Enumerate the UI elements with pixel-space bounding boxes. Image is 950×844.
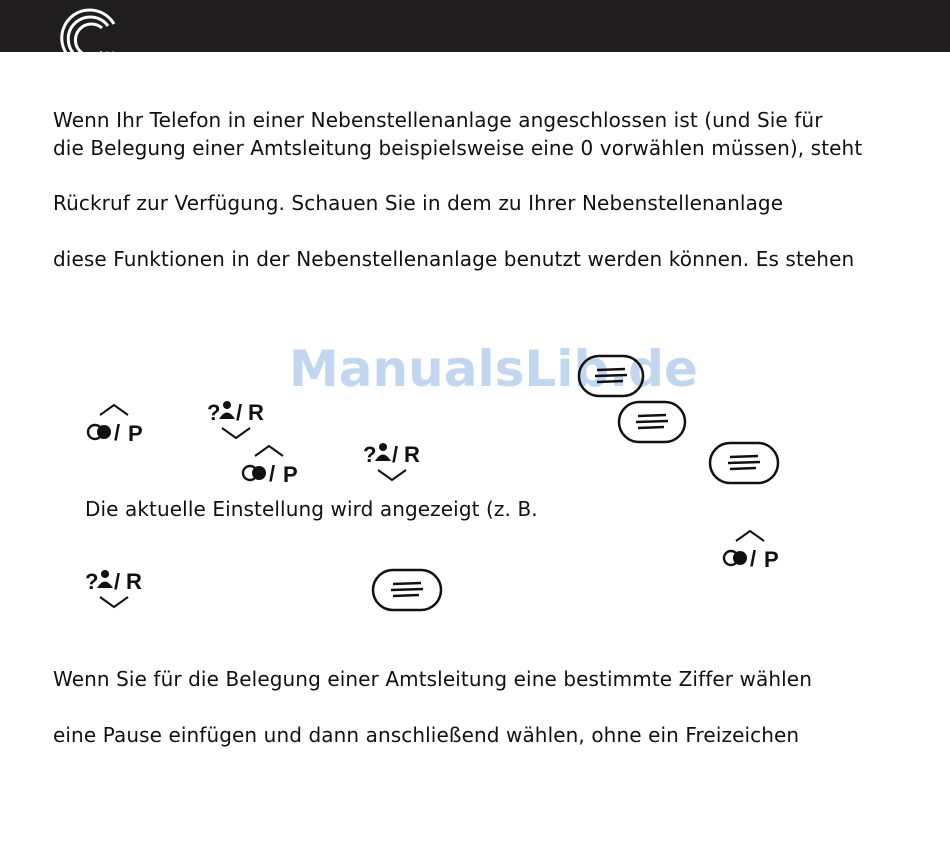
svg-text:?: ? bbox=[85, 569, 99, 594]
up-p-key-icon bbox=[239, 443, 305, 487]
svg-text:/: / bbox=[392, 442, 399, 467]
paragraph-line-4: diese Funktionen in der Nebenstellenanlage benutzt werden können. Es stehen bbox=[53, 247, 855, 271]
menu-key-icon bbox=[617, 400, 687, 444]
svg-text:R: R bbox=[248, 400, 264, 425]
up-p-key-icon bbox=[84, 402, 150, 446]
svg-text:/: / bbox=[236, 400, 243, 425]
svg-text:R: R bbox=[404, 442, 420, 467]
svg-text:?: ? bbox=[363, 442, 377, 467]
paragraph-line-3: Rückruf zur Verfügung. Schauen Sie in dem zu Ihrer Nebenstellenanlage bbox=[53, 191, 784, 215]
paragraph-line-6: Wenn Sie für die Belegung einer Amtsleitung eine bestimmte Ziffer wählen bbox=[53, 667, 812, 691]
watermark: ManualsLib.de bbox=[289, 340, 698, 398]
paragraph-line-7: eine Pause einfügen und dann anschließend wählen, ohne ein Freizeichen bbox=[53, 723, 800, 747]
svg-text:P: P bbox=[128, 421, 143, 446]
up-p-key-icon bbox=[720, 528, 786, 572]
down-r-key-icon bbox=[362, 440, 428, 484]
menu-key-icon bbox=[708, 441, 780, 485]
svg-text:/: / bbox=[269, 461, 276, 486]
svg-text:/: / bbox=[114, 420, 121, 445]
down-r-key-icon bbox=[206, 398, 272, 442]
top-bar bbox=[0, 0, 950, 52]
menu-key-icon bbox=[371, 568, 443, 612]
down-r-key-icon bbox=[84, 567, 150, 611]
paragraph-line-5: Die aktuelle Einstellung wird angezeigt (z. B. bbox=[85, 497, 538, 521]
svg-text:/: / bbox=[114, 569, 121, 594]
menu-key-icon bbox=[577, 354, 647, 398]
paragraph-line-2: die Belegung einer Amtsleitung beispielsweise eine 0 vorwählen müssen), steht bbox=[53, 136, 863, 160]
svg-text:?: ? bbox=[207, 400, 221, 425]
svg-text:R: R bbox=[126, 569, 142, 594]
paragraph-line-1: Wenn Ihr Telefon in einer Nebenstellenanlage angeschlossen ist (und Sie für bbox=[53, 108, 823, 132]
svg-text:/: / bbox=[750, 546, 757, 571]
svg-text:P: P bbox=[764, 547, 779, 572]
brand-logo bbox=[52, 0, 122, 52]
svg-text:P: P bbox=[283, 462, 298, 487]
